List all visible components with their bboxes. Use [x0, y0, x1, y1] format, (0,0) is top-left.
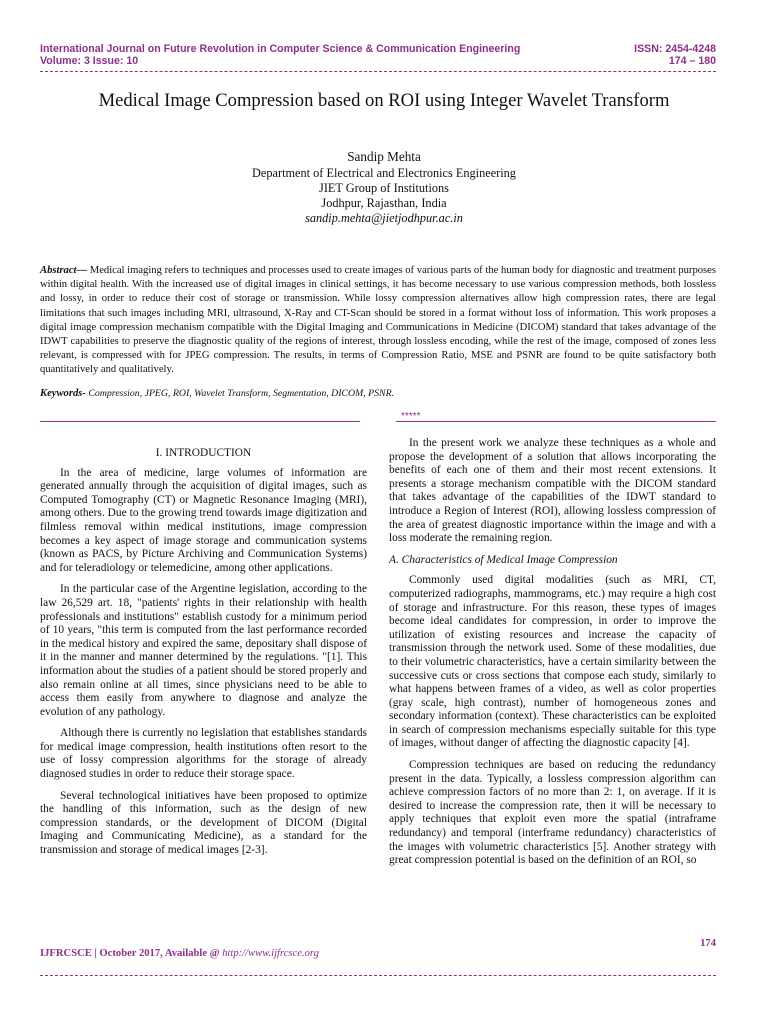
page-number: 174 — [700, 938, 716, 949]
issn: ISSN: 2454-4248 — [634, 43, 716, 55]
subsection-heading: A. Characteristics of Medical Image Compression — [389, 553, 618, 566]
abstract — [40, 264, 716, 378]
abstract-text: Medical imaging refers to techniques and processes used to create images of various parts of the human body for diagnostic and treatment purposes within digital health. With the increased use of digital images in clinical settings, it has become necessary to use various compression methods, both lossless and lossy, in order to reduce their cost of storage or transmission. While lossy compression alternatives allow high compression rates, there are legal limitations that such images including MRI, ultrasound, X-Ray and CT-Scan should be stored in a format without loss of information. This work proposes a digital image compression mechanism compatible with the Digital Imaging and Communications in Medicine (DICOM) standard that takes advantage of the IDWT capabilities to preserve the diagnostic quality of the regions of interest, through lossless encoding, while the rest of the image, composed of zones less relevant, is compressed with for JPEG compression. The results, in terms of Compression Ratio, MSE and PSNR are found to be quite satisfactory both quantitatively and qualitatively. — [40, 265, 716, 376]
journal-name: International Journal on Future Revolution in Computer Science & Communication Engineering — [40, 43, 521, 55]
author-institution: JIET Group of Institutions — [319, 181, 449, 195]
paragraph: Although there is currently no legislation that establishes standards for medical image compression, health institutions often resort to the use of lossy compression algorithms for the storage of already diagnosed studies in order to reduce their storage space. — [40, 727, 367, 781]
separator-line-left — [40, 421, 360, 422]
author-name: Sandip Mehta — [347, 149, 421, 164]
page-range: 174 – 180 — [668, 55, 716, 67]
paragraph: In the present work we analyze these techniques as a whole and propose the development of a solution that allows incorporating the benefits of each one of them and their most recent extensions. It presents a storage mechanism compatible with the DICOM standard that takes advantage of the capabilities of the IDWT standard to introduce a Region of Interest (ROI), allowing lossless compression of the area of greatest diagnostic importance within the image and with a loss moderate the remaining region. — [389, 437, 716, 545]
keywords-label: Keywords- — [40, 388, 86, 399]
footer — [40, 948, 716, 960]
section-heading-introduction: I. INTRODUCTION — [155, 447, 252, 459]
author-department: Department of Electrical and Electronics Engineering — [252, 166, 516, 180]
running-header-line1 — [40, 43, 716, 55]
abstract-label: Abstract— — [40, 265, 88, 276]
separator-stars: ***** — [401, 411, 421, 422]
footer-text: IJFRCSCE | October 2017, Available @ — [40, 948, 223, 959]
paragraph: Commonly used digital modalities (such as MRI, CT, computerized radiographs, mammograms, etc.) may require a high cost of storage and infrastructure. For this reason, these types of images become ideal candidates for compression, in order to improve the utilization of existing resources and increase the capacity of transmission through the network used. Some of these modalities, due to their volumetric characteristics, have a certain similarity between the successive cuts or cross sections that compose each study, similarly to what happens between frames of a video, as well as color properties (gray scale, high contrast), number of homogeneous zones and secondary information (context). These characteristics can be exploited in search of compression mechanisms especially suitable for this type of images, without danger of affecting the diagnostic capacity [4]. — [389, 574, 716, 750]
right-column — [389, 437, 716, 876]
paper-title: Medical Image Compression based on ROI using Integer Wavelet Transform — [98, 90, 670, 111]
running-header-line2 — [40, 55, 716, 67]
paragraph: Compression techniques are based on reducing the redundancy present in the data. Typically, a lossless compression algorithm can achieve compression factors of no more than 2: 1, on average. If it is desired to increase the compression rate, then it will be necessary to apply techniques that exploit even more the spatial (intraframe redundancy) and temporal (interframe redundancy) characteristics of the images with volumetric characteristics [5]. Another strategy with great compression potential is based on the definition of an ROI, so — [389, 759, 716, 867]
paragraph: In the particular case of the Argentine legislation, according to the law 26,529 art. 18, "patients' rights in their relationship with health professionals and institutions" establish custody for a minimum period of 10 years, "this term is computed from the last performance recorded in the medical history and expired the same, depositary shall dispose of it in the manner and manner determined by the regulations. "[1]. This information about the studies of a patient should be stored properly and also remain online at all times, since physicians need to be able to access them easily from anywhere to diagnose and analyze the evolution of any pathology. — [40, 583, 367, 718]
header-rule — [40, 71, 716, 72]
paragraph: In the area of medicine, large volumes of information are generated annually through the acquisition of digital images, such as Computed Tomography (CT) or Magnetic Resonance Imaging (MRI), among others. Due to the growing trend towards image digitization and filmless removal within medical institutions, image compression becomes a key aspect of image storage and communication systems (known as PACS, by Picture Archiving and Communication Systems) and for teleradiology or telemedicine, among other applications. — [40, 466, 367, 574]
paragraph: Several technological initiatives have been proposed to optimize the handling of this information, such as the design of new compression standards, or the development of DICOM (Digital Imaging and Communicating Medicine), as a standard for the transmission and storage of medical images [2-3]. — [40, 789, 367, 857]
volume-issue: Volume: 3 Issue: 10 — [40, 55, 139, 67]
footer-rule — [40, 975, 716, 976]
author-email[interactable]: sandip.mehta@jietjodhpur.ac.in — [305, 211, 463, 225]
left-column — [40, 447, 367, 866]
keywords — [40, 387, 716, 401]
separator-line-right — [396, 421, 716, 422]
keywords-text: Compression, JPEG, ROI, Wavelet Transform, Segmentation, DICOM, PSNR. — [85, 388, 395, 399]
author-location: Jodhpur, Rajasthan, India — [321, 196, 447, 210]
section-separator — [40, 411, 716, 423]
footer-url-link[interactable]: http://www.ijfrcsce.org — [222, 948, 319, 959]
author-block — [0, 148, 768, 226]
